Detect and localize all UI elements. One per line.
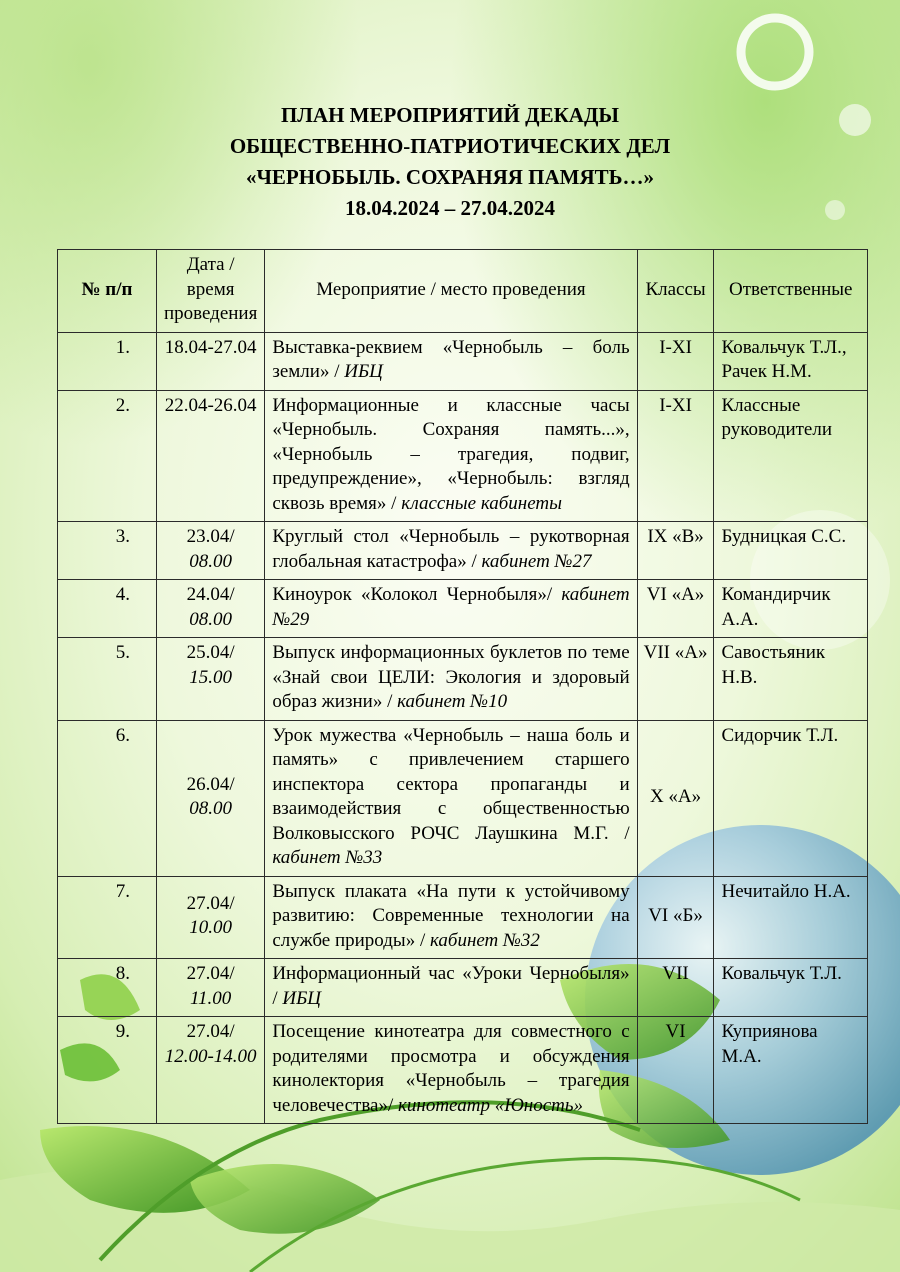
row-date: 24.04/ 08.00 bbox=[156, 580, 264, 638]
row-responsible: Ковальчук Т.Л. bbox=[714, 959, 868, 1017]
row-classes: I-XI bbox=[637, 390, 714, 522]
header-event: Мероприятие / место проведения bbox=[265, 250, 637, 333]
row-num: 8. bbox=[58, 959, 157, 1017]
row-event: Выставка-реквием «Чернобыль – боль земли» / ИБЦ bbox=[265, 332, 637, 390]
header-num: № п/п bbox=[58, 250, 157, 333]
row-date: 27.04/ 10.00 bbox=[156, 876, 264, 959]
row-responsible: Командирчик А.А. bbox=[714, 580, 868, 638]
table-row bbox=[58, 1017, 868, 1124]
row-event: Информационные и классные часы «Чернобыль. Сохраняя память...», «Чернобыль – трагедия, подвиг, предупреждение», «Чернобыль: взгляд сквозь время» / классные кабинеты bbox=[265, 390, 637, 522]
table-row bbox=[58, 332, 868, 390]
title-line-3: «ЧЕРНОБЫЛЬ. СОХРАНЯЯ ПАМЯТЬ…» bbox=[245, 165, 655, 189]
row-event: Киноурок «Колокол Чернобыля»/ кабинет №29 bbox=[265, 580, 637, 638]
table-row bbox=[58, 580, 868, 638]
row-num: 9. bbox=[58, 1017, 157, 1124]
table-row bbox=[58, 522, 868, 580]
row-classes: VII «А» bbox=[637, 638, 714, 721]
table-row bbox=[58, 390, 868, 522]
row-responsible: Сидорчик Т.Л. bbox=[714, 720, 868, 876]
header-responsible: Ответственные bbox=[714, 250, 868, 333]
row-num: 3. bbox=[58, 522, 157, 580]
table-row bbox=[58, 720, 868, 876]
row-classes: X «А» bbox=[637, 720, 714, 876]
row-num: 1. bbox=[58, 332, 157, 390]
row-responsible: Савостьяник Н.В. bbox=[714, 638, 868, 721]
row-event: Круглый стол «Чернобыль – рукотворная глобальная катастрофа» / кабинет №27 bbox=[265, 522, 637, 580]
row-date: 18.04-27.04 bbox=[156, 332, 264, 390]
row-classes: VI bbox=[637, 1017, 714, 1124]
row-num: 5. bbox=[58, 638, 157, 721]
row-classes: VI «А» bbox=[637, 580, 714, 638]
events-table bbox=[57, 249, 868, 1124]
title-line-2: ОБЩЕСТВЕННО-ПАТРИОТИЧЕСКИХ ДЕЛ bbox=[229, 134, 671, 158]
title-date-range: 18.04.2024 – 27.04.2024 bbox=[345, 196, 555, 220]
header-classes: Классы bbox=[637, 250, 714, 333]
table-row bbox=[58, 876, 868, 959]
row-responsible: Нечитайло Н.А. bbox=[714, 876, 868, 959]
row-event: Выпуск плаката «На пути к устойчивому развитию: Современные технологии на службе природы» / кабинет №32 bbox=[265, 876, 637, 959]
row-event: Урок мужества «Чернобыль – наша боль и память» с привлечением старшего инспектора сектора пропаганды и взаимодействия с общественностью Волковысского РОЧС Лаушкина М.Г. / кабинет №33 bbox=[265, 720, 637, 876]
row-event: Посещение кинотеатра для совместного с родителями просмотра и обсуждения кинолектория «Чернобыль – трагедия человечества»/ кинотеатр «Юность» bbox=[265, 1017, 637, 1124]
title-line-1: ПЛАН МЕРОПРИЯТИЙ ДЕКАДЫ bbox=[280, 103, 620, 127]
row-num: 6. bbox=[58, 720, 157, 876]
row-classes: VI «Б» bbox=[637, 876, 714, 959]
row-date: 22.04-26.04 bbox=[156, 390, 264, 522]
row-responsible: Ковальчук Т.Л., Рачек Н.М. bbox=[714, 332, 868, 390]
row-responsible: Куприянова М.А. bbox=[714, 1017, 868, 1124]
row-event: Информационный час «Уроки Чернобыля» / ИБЦ bbox=[265, 959, 637, 1017]
row-classes: IX «В» bbox=[637, 522, 714, 580]
table-row bbox=[58, 959, 868, 1017]
row-classes: I-XI bbox=[637, 332, 714, 390]
row-date: 27.04/ 12.00-14.00 bbox=[156, 1017, 264, 1124]
row-date: 23.04/ 08.00 bbox=[156, 522, 264, 580]
row-date: 26.04/ 08.00 bbox=[156, 720, 264, 876]
table-row bbox=[58, 638, 868, 721]
document-title bbox=[0, 100, 900, 224]
row-responsible: Будницкая С.С. bbox=[714, 522, 868, 580]
header-date: Дата / время проведения bbox=[156, 250, 264, 333]
row-num: 7. bbox=[58, 876, 157, 959]
row-event: Выпуск информационных буклетов по теме «Знай свои ЦЕЛИ: Экология и здоровый образ жизни» / кабинет №10 bbox=[265, 638, 637, 721]
row-date: 25.04/ 15.00 bbox=[156, 638, 264, 721]
row-date: 27.04/ 11.00 bbox=[156, 959, 264, 1017]
table-header-row bbox=[58, 250, 868, 333]
row-num: 2. bbox=[58, 390, 157, 522]
row-num: 4. bbox=[58, 580, 157, 638]
row-responsible: Классные руководители bbox=[714, 390, 868, 522]
row-classes: VII bbox=[637, 959, 714, 1017]
